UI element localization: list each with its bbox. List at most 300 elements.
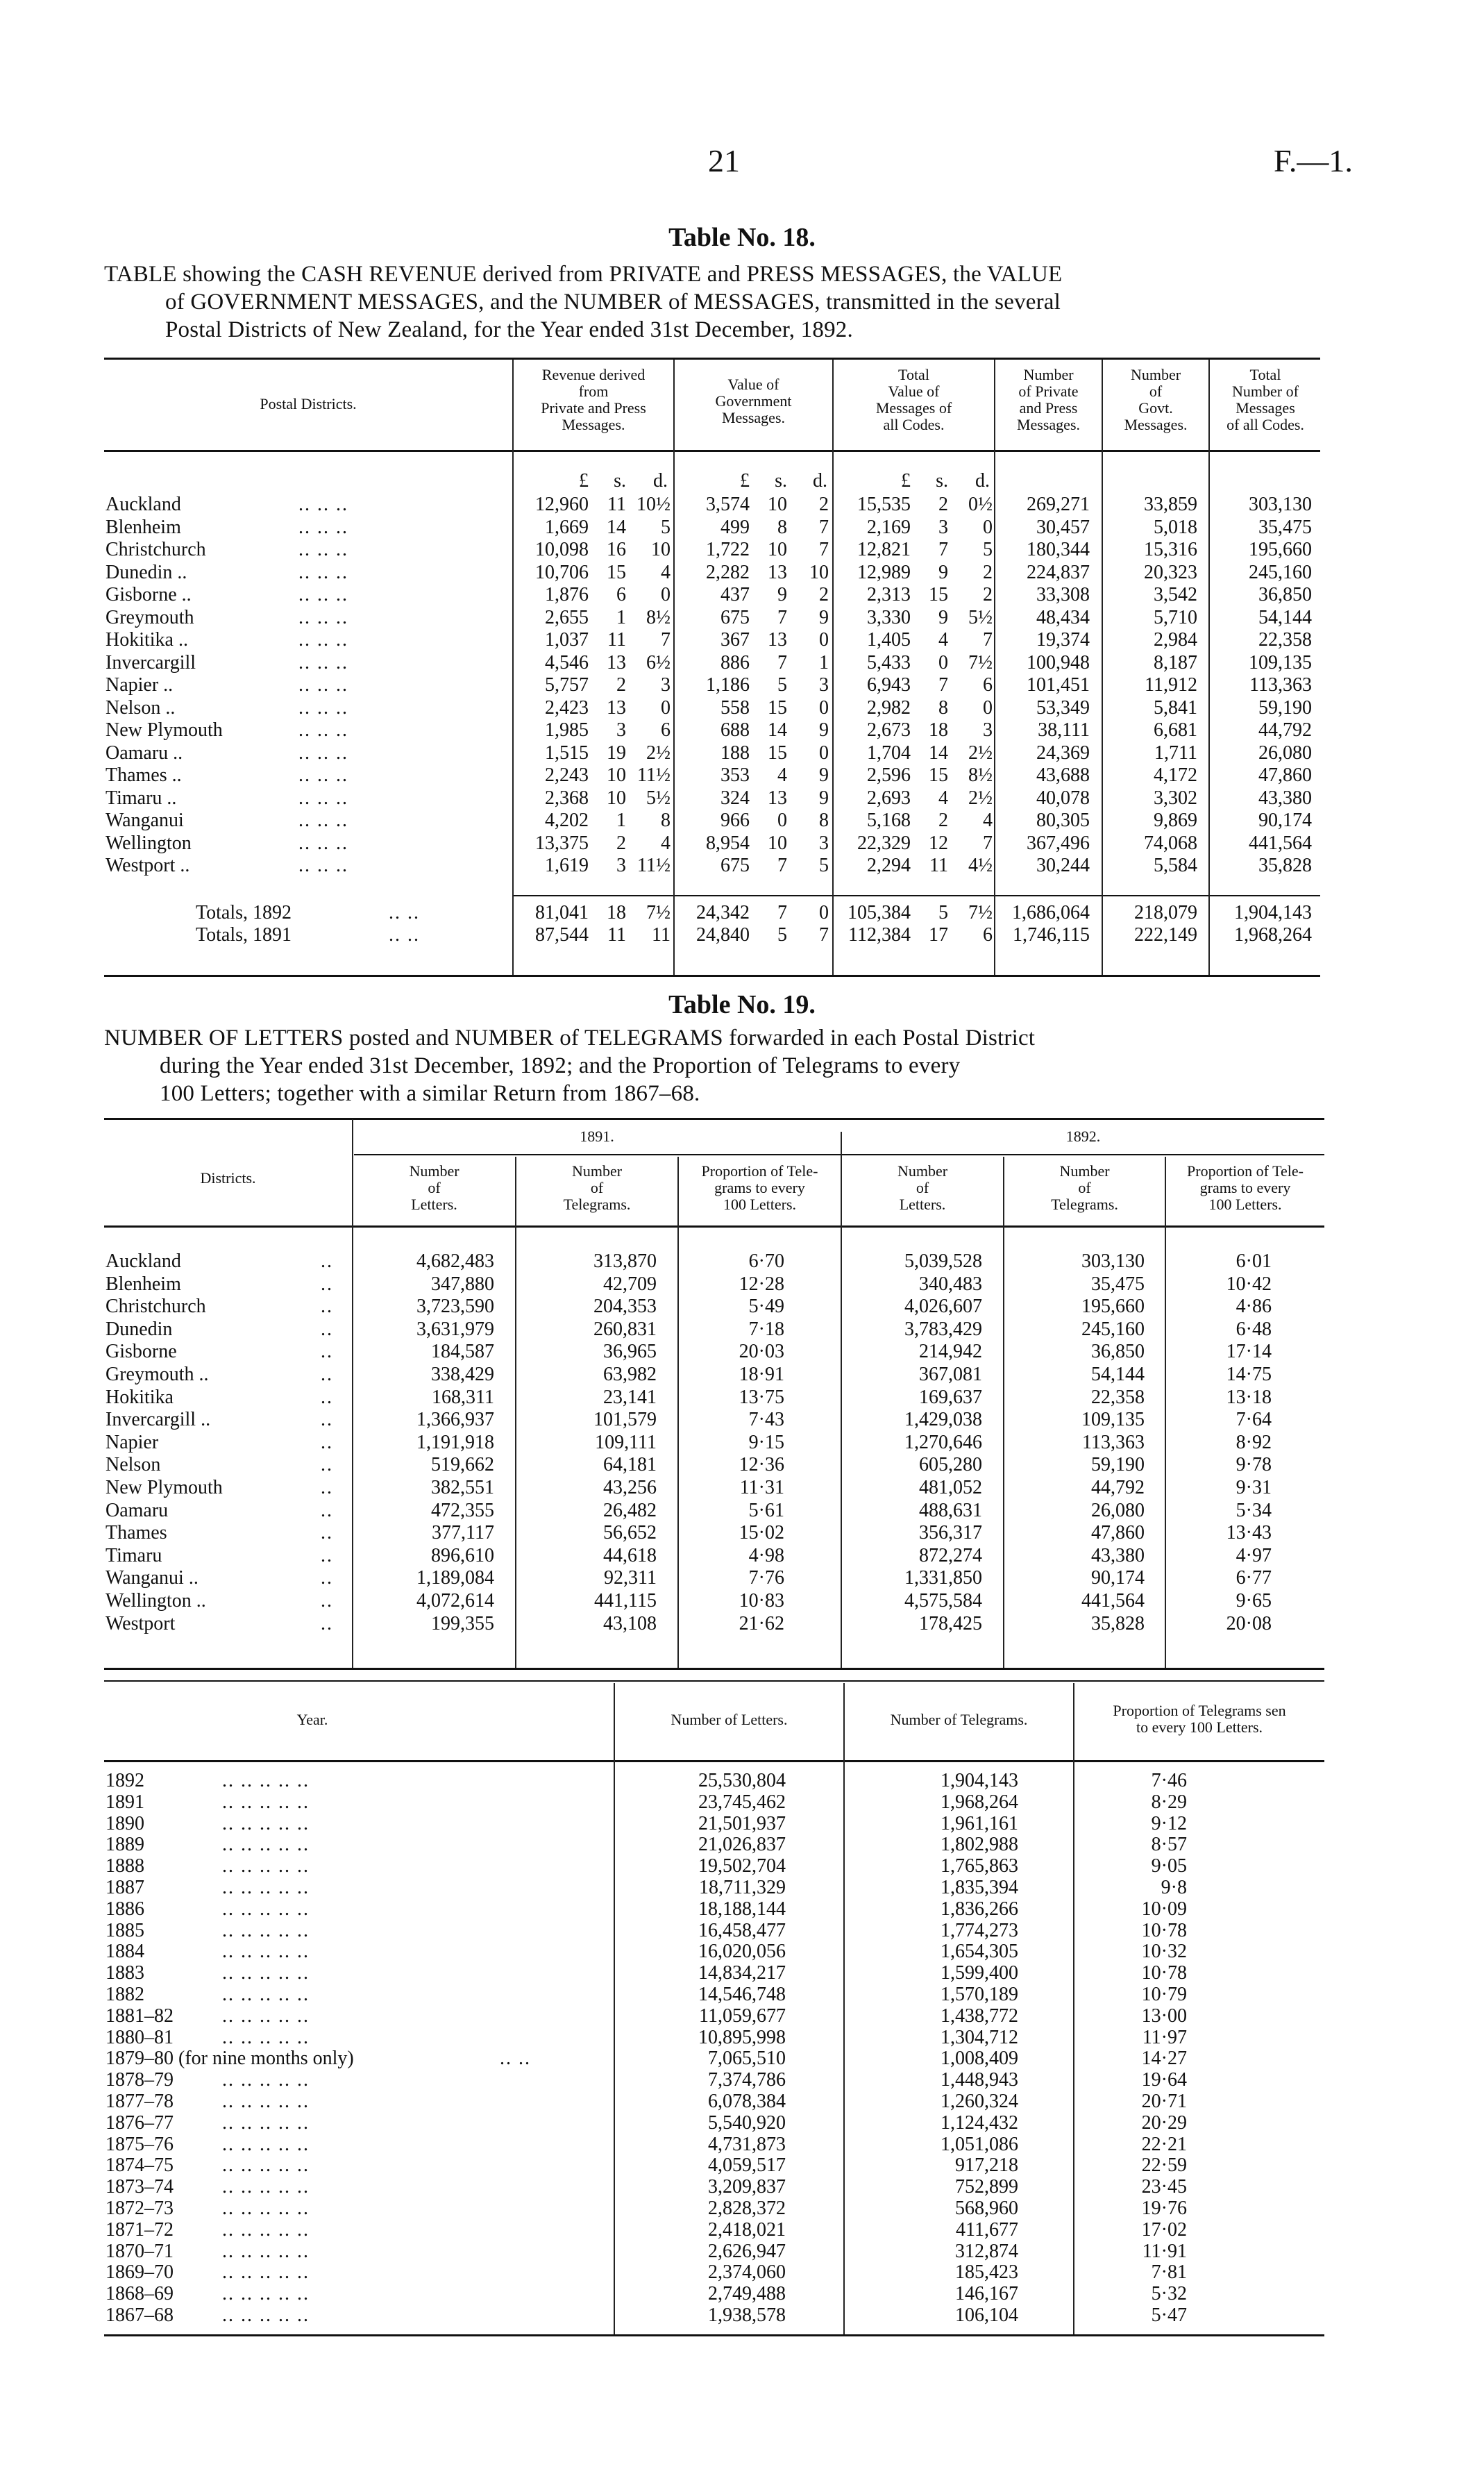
- leader-dots: .. .. ..: [298, 696, 348, 719]
- gov-shillings: 8: [777, 516, 787, 538]
- revenue-pence: 3: [661, 674, 671, 696]
- table-row: [0, 651, 1484, 674]
- total-pounds: 2,982: [867, 696, 911, 719]
- total-pence: 0: [983, 696, 993, 719]
- table-row: [0, 673, 1484, 696]
- leader-dots: .. .. ..: [298, 606, 348, 628]
- total-shillings: 15: [929, 764, 948, 786]
- leader-dots: .. .. .. .. ..: [222, 2218, 310, 2241]
- header-line: Value of: [727, 376, 779, 393]
- leader-dots: .. .. ..: [298, 742, 348, 764]
- telegrams-1891: 260,831: [593, 1318, 657, 1340]
- leader-dots: ..: [321, 1499, 333, 1521]
- year-label: 1882: [106, 1984, 144, 2005]
- revenue-pence: 2½: [646, 742, 671, 764]
- district-name: Hokitika ..: [106, 629, 188, 651]
- telegrams-1892: 441,564: [1081, 1590, 1145, 1612]
- gov-pence: 2: [819, 494, 829, 515]
- leader-dots: .. .. ..: [298, 629, 348, 651]
- total-messages: 245,160: [1249, 561, 1312, 583]
- total-pence: 2: [983, 561, 993, 583]
- revenue-pence: 11: [652, 924, 671, 946]
- total-pence: 7: [983, 629, 993, 651]
- proportion-1892: 20·08: [1226, 1612, 1272, 1634]
- telegrams-count: 1,836,266: [941, 1898, 1018, 1920]
- district-name: Hokitika: [106, 1386, 174, 1408]
- letters-count: 23,745,462: [698, 1791, 786, 1813]
- telegrams-count: 1,654,305: [941, 1941, 1018, 1963]
- table-row: [0, 2261, 1484, 2284]
- header-line: Number: [1130, 366, 1181, 383]
- total-pounds: 12,821: [857, 539, 911, 560]
- t19-header-year-1892: 1892.: [1065, 1128, 1101, 1145]
- t19-header-letters-1891: [353, 1163, 515, 1213]
- revenue-pounds: 2,243: [545, 764, 589, 786]
- private-messages: 101,451: [1027, 674, 1090, 696]
- leader-dots: .. .. ..: [298, 561, 348, 583]
- proportion: 13·00: [1141, 2005, 1187, 2027]
- table-18-title: Table No. 18.: [668, 223, 816, 252]
- unit-pound: £: [901, 470, 911, 492]
- telegrams-1892: 54,144: [1091, 1364, 1145, 1385]
- letters-1892: 169,637: [919, 1386, 982, 1408]
- total-shillings: 3: [938, 516, 948, 538]
- table-row: [0, 1295, 1484, 1318]
- revenue-pence: 7½: [646, 902, 671, 923]
- letters-1892: 1,429,038: [904, 1409, 982, 1431]
- letters-count: 2,374,060: [708, 2261, 786, 2284]
- leader-dots: .. .. .. .. ..: [222, 1812, 310, 1834]
- total-shillings: 11: [929, 855, 948, 876]
- district-name: Auckland: [106, 1250, 181, 1272]
- total-shillings: 5: [938, 902, 948, 923]
- leader-dots: ..: [321, 1318, 333, 1340]
- letters-count: 2,749,488: [708, 2283, 786, 2305]
- letters-count: 21,501,937: [698, 1812, 786, 1834]
- total-pounds: 1,405: [867, 629, 911, 651]
- header-line: Proportion of Tele-: [1187, 1162, 1304, 1180]
- revenue-pounds: 2,423: [545, 696, 589, 719]
- revenue-pounds: 1,985: [545, 719, 589, 741]
- gov-shillings: 13: [768, 787, 787, 809]
- revenue-pounds: 1,037: [545, 629, 589, 651]
- private-messages: 180,344: [1027, 539, 1090, 560]
- letters-1891: 4,682,483: [416, 1250, 494, 1272]
- total-pence: 0: [983, 516, 993, 538]
- leader-dots: ..: [321, 1567, 333, 1589]
- leader-dots: .. .. .. .. ..: [222, 1984, 310, 2005]
- total-pounds: 5,433: [867, 651, 911, 673]
- header-line: grams to every: [1199, 1179, 1291, 1196]
- telegrams-count: 1,904,143: [941, 1770, 1018, 1791]
- header-line: Number: [571, 1162, 623, 1180]
- total-pounds: 2,596: [867, 764, 911, 786]
- table-row: [0, 1476, 1484, 1499]
- letters-1892: 488,631: [919, 1499, 982, 1521]
- district-name: Greymouth ..: [106, 1364, 209, 1385]
- unit-pound: £: [740, 470, 750, 492]
- gov-pence: 0: [819, 902, 829, 923]
- leader-dots: .. .. ..: [298, 764, 348, 786]
- total-pounds: 22,329: [857, 832, 911, 854]
- proportion-1892: 14·75: [1226, 1364, 1272, 1385]
- govt-messages: 8,187: [1154, 651, 1197, 673]
- telegrams-1892: 35,475: [1091, 1273, 1145, 1295]
- letters-1891: 184,587: [431, 1341, 494, 1363]
- letters-count: 11,059,677: [699, 2005, 786, 2027]
- total-shillings: 0: [938, 651, 948, 673]
- proportion: 9·12: [1151, 1812, 1187, 1834]
- total-shillings: 8: [938, 696, 948, 719]
- private-messages: 30,457: [1036, 516, 1090, 538]
- gov-pence: 0: [819, 696, 829, 719]
- district-name: Oamaru ..: [106, 742, 183, 764]
- proportion-1892: 7·64: [1236, 1409, 1272, 1431]
- total-messages: 59,190: [1258, 696, 1312, 719]
- total-shillings: 15: [929, 584, 948, 605]
- telegrams-1891: 63,982: [603, 1364, 657, 1385]
- gov-pounds: 966: [720, 810, 750, 831]
- total-pence: 8½: [968, 764, 993, 786]
- yearly-header-year: Year.: [296, 1711, 328, 1728]
- total-messages: 44,792: [1258, 719, 1312, 741]
- govt-messages: 5,841: [1154, 696, 1197, 719]
- table-row: [0, 628, 1484, 651]
- leader-dots: ..: [321, 1477, 333, 1498]
- unit-shillings: s.: [775, 470, 787, 492]
- telegrams-1892: 36,850: [1091, 1341, 1145, 1363]
- header-line: Total: [898, 366, 929, 383]
- total-messages: 1,904,143: [1234, 902, 1312, 923]
- year-label: 1889: [106, 1834, 144, 1856]
- district-name: Greymouth: [106, 606, 194, 628]
- revenue-pence: 5: [661, 516, 671, 538]
- revenue-shillings: 6: [616, 584, 626, 605]
- leader-dots: ..: [321, 1341, 333, 1363]
- leader-dots: .. ..: [389, 924, 420, 946]
- district-name: Blenheim: [106, 516, 181, 538]
- district-name: Christchurch: [106, 1296, 206, 1318]
- t19-header-proportion-1891: [679, 1163, 841, 1213]
- t19-header-telegrams-1891: [516, 1163, 677, 1213]
- proportion-1892: 9·31: [1236, 1477, 1272, 1498]
- proportion-1892: 4·97: [1236, 1544, 1272, 1566]
- total-shillings: 18: [929, 719, 948, 741]
- leader-dots: .. .. .. .. ..: [222, 2091, 310, 2112]
- proportion-1892: 9·65: [1236, 1590, 1272, 1612]
- revenue-pence: 0: [661, 696, 671, 719]
- telegrams-1891: 204,353: [593, 1296, 657, 1318]
- table-row: [0, 1589, 1484, 1612]
- gov-pence: 10: [809, 561, 829, 583]
- total-shillings: 9: [938, 606, 948, 628]
- total-shillings: 4: [938, 787, 948, 809]
- leader-dots: .. .. .. .. ..: [222, 2133, 310, 2155]
- govt-messages: 2,984: [1154, 629, 1197, 651]
- private-messages: 40,078: [1036, 787, 1090, 809]
- total-pounds: 6,943: [867, 674, 911, 696]
- gov-pence: 9: [819, 606, 829, 628]
- revenue-pounds: 10,098: [535, 539, 589, 560]
- proportion: 11·91: [1142, 2240, 1187, 2262]
- gov-shillings: 10: [768, 494, 787, 515]
- table-19-year-rule: [354, 1154, 1324, 1155]
- letters-1891: 168,311: [432, 1386, 494, 1408]
- year-label: 1885: [106, 1919, 144, 1941]
- letters-count: 19,502,704: [698, 1855, 786, 1877]
- header-line: Private and Press: [541, 399, 646, 417]
- proportion: 23·45: [1141, 2176, 1187, 2198]
- proportion-1891: 4·98: [748, 1544, 784, 1566]
- letters-1892: 5,039,528: [904, 1250, 982, 1272]
- header-line: Proportion of Tele-: [701, 1162, 818, 1180]
- govt-messages: 3,302: [1154, 787, 1197, 809]
- leader-dots: ..: [321, 1431, 333, 1453]
- leader-dots: .. .. ..: [298, 832, 348, 854]
- revenue-pounds: 1,669: [545, 516, 589, 538]
- govt-messages: 20,323: [1144, 561, 1197, 583]
- gov-pounds: 24,342: [696, 902, 750, 923]
- letters-count: 18,188,144: [698, 1898, 786, 1920]
- letters-count: 5,540,920: [708, 2111, 786, 2134]
- letters-count: 2,626,947: [708, 2240, 786, 2262]
- header-line: of Private: [1018, 383, 1079, 400]
- revenue-shillings: 3: [616, 855, 626, 876]
- gov-pounds: 688: [720, 719, 750, 741]
- govt-messages: 5,018: [1154, 516, 1197, 538]
- year-label: 1870–71: [106, 2240, 174, 2262]
- proportion-1891: 9·15: [748, 1431, 784, 1453]
- proportion-1892: 10·42: [1226, 1273, 1272, 1295]
- yearly-bottom-rule: [104, 2334, 1324, 2336]
- letters-1892: 214,942: [919, 1341, 982, 1363]
- letters-count: 6,078,384: [708, 2091, 786, 2112]
- district-name: Timaru: [106, 1544, 162, 1566]
- district-name: Timaru ..: [106, 787, 177, 809]
- revenue-pence: 7: [661, 629, 671, 651]
- district-name: Wanganui: [106, 810, 184, 831]
- leader-dots: ..: [321, 1273, 333, 1295]
- proportion-1892: 13·43: [1226, 1522, 1272, 1544]
- header-line: Telegrams.: [563, 1196, 631, 1213]
- telegrams-1891: 56,652: [603, 1522, 657, 1544]
- letters-1891: 896,610: [431, 1544, 494, 1566]
- gov-shillings: 10: [768, 539, 787, 560]
- caption-line: of GOVERNMENT MESSAGES, and the NUMBER of MESSAGES, transmitted in the several: [165, 290, 1061, 315]
- unit-pence: d.: [975, 470, 990, 492]
- total-messages: 441,564: [1249, 832, 1312, 854]
- letters-1892: 4,575,584: [904, 1590, 982, 1612]
- total-pence: 7½: [968, 651, 993, 673]
- year-label: 1890: [106, 1812, 144, 1834]
- district-name: Gisborne: [106, 1341, 177, 1363]
- table-row: [0, 1431, 1484, 1454]
- leader-dots: ..: [321, 1612, 333, 1634]
- revenue-shillings: 14: [607, 516, 626, 538]
- table-row: [0, 2026, 1484, 2049]
- table-row: [0, 2005, 1484, 2027]
- gov-pence: 0: [819, 629, 829, 651]
- table-row: [0, 606, 1484, 629]
- totals-row: [0, 923, 1484, 946]
- private-messages: 100,948: [1027, 651, 1090, 673]
- revenue-shillings: 1: [616, 606, 626, 628]
- leader-dots: .. .. ..: [298, 584, 348, 605]
- telegrams-count: 1,051,086: [941, 2133, 1018, 2155]
- table-row: [0, 1769, 1484, 1792]
- letters-1891: 338,429: [431, 1364, 494, 1385]
- proportion-1892: 6·48: [1236, 1318, 1272, 1340]
- letters-count: 2,418,021: [708, 2218, 786, 2241]
- header-line: Govt.: [1138, 399, 1173, 417]
- revenue-pounds: 10,706: [535, 561, 589, 583]
- letters-count: 4,059,517: [708, 2154, 786, 2177]
- table-row: [0, 2111, 1484, 2134]
- letters-count: 2,828,372: [708, 2198, 786, 2219]
- table-row: [0, 2154, 1484, 2177]
- private-messages: 1,686,064: [1012, 902, 1090, 923]
- telegrams-1892: 22,358: [1091, 1386, 1145, 1408]
- proportion: 10·09: [1141, 1898, 1187, 1920]
- proportion: 9·8: [1161, 1877, 1187, 1898]
- proportion: 22·59: [1141, 2154, 1187, 2177]
- gov-pounds: 675: [720, 606, 750, 628]
- telegrams-1891: 109,111: [595, 1431, 657, 1453]
- leader-dots: .. .. .. .. ..: [222, 2240, 310, 2262]
- proportion-1892: 4·86: [1236, 1296, 1272, 1318]
- leader-dots: .. .. .. .. ..: [222, 1941, 310, 1963]
- revenue-shillings: 18: [607, 902, 626, 923]
- caption-line: during the Year ended 31st December, 1892; and the Proportion of Telegrams to every: [160, 1053, 961, 1078]
- telegrams-count: 312,874: [955, 2240, 1018, 2262]
- proportion: 10·32: [1141, 1941, 1187, 1963]
- telegrams-1892: 44,792: [1091, 1477, 1145, 1498]
- header-line: Messages of: [875, 399, 952, 417]
- table-row: [0, 2304, 1484, 2327]
- table-row: [0, 2133, 1484, 2156]
- letters-1891: 4,072,614: [416, 1590, 494, 1612]
- total-messages: 35,828: [1258, 855, 1312, 876]
- header-line: of: [1149, 383, 1163, 400]
- revenue-pounds: 2,368: [545, 787, 589, 809]
- revenue-shillings: 15: [607, 561, 626, 583]
- letters-1891: 1,366,937: [416, 1409, 494, 1431]
- caption-line: Postal Districts of New Zealand, for the Year ended 31st December, 1892.: [165, 317, 853, 342]
- header-line: of: [916, 1179, 929, 1196]
- total-messages: 35,475: [1258, 516, 1312, 538]
- private-messages: 48,434: [1036, 606, 1090, 628]
- telegrams-1892: 195,660: [1081, 1296, 1145, 1318]
- govt-messages: 33,859: [1144, 494, 1197, 515]
- telegrams-count: 1,774,273: [941, 1919, 1018, 1941]
- revenue-pence: 11½: [637, 764, 671, 786]
- leader-dots: ..: [321, 1454, 333, 1476]
- telegrams-1892: 113,363: [1082, 1431, 1145, 1453]
- year-label: 1875–76: [106, 2133, 174, 2155]
- total-messages: 36,850: [1258, 584, 1312, 605]
- header-line: Messages.: [562, 416, 625, 433]
- letters-1891: 519,662: [431, 1454, 494, 1476]
- table-row: [0, 583, 1484, 606]
- total-pence: 2: [983, 584, 993, 605]
- t19-header-letters-1892: [842, 1163, 1003, 1213]
- telegrams-count: 1,008,409: [941, 2048, 1018, 2070]
- revenue-pence: 8: [661, 810, 671, 831]
- district-name: Thames: [106, 1522, 167, 1544]
- telegrams-count: 185,423: [955, 2261, 1018, 2284]
- gov-shillings: 4: [777, 764, 787, 786]
- private-messages: 38,111: [1038, 719, 1090, 741]
- proportion: 17·02: [1141, 2218, 1187, 2241]
- total-shillings: 12: [929, 832, 948, 854]
- year-label: 1876–77: [106, 2111, 174, 2134]
- t19-header-telegrams-1892: [1004, 1163, 1165, 1213]
- proportion-1892: 6·01: [1236, 1250, 1272, 1272]
- telegrams-1892: 43,380: [1091, 1544, 1145, 1566]
- leader-dots: .. .. .. .. ..: [222, 1770, 310, 1791]
- district-name: Nelson: [106, 1454, 161, 1476]
- district-name: Dunedin ..: [106, 561, 187, 583]
- proportion: 14·27: [1141, 2048, 1187, 2070]
- total-messages: 113,363: [1249, 674, 1312, 696]
- telegrams-count: 1,765,863: [941, 1855, 1018, 1877]
- leader-dots: ..: [321, 1296, 333, 1318]
- district-name: Blenheim: [106, 1273, 181, 1295]
- telegrams-1892: 303,130: [1081, 1250, 1145, 1272]
- revenue-pounds: 4,202: [545, 810, 589, 831]
- table-row: [0, 1250, 1484, 1273]
- gov-shillings: 13: [768, 629, 787, 651]
- yearly-header-telegrams: Number of Telegrams.: [890, 1711, 1028, 1728]
- revenue-pounds: 1,876: [545, 584, 589, 605]
- table-row: [0, 1544, 1484, 1567]
- leader-dots: ..: [321, 1364, 333, 1385]
- table-19-header-rule: [104, 1225, 1324, 1228]
- gov-pence: 2: [819, 584, 829, 605]
- table-row: [0, 2068, 1484, 2091]
- letters-1892: 356,317: [919, 1522, 982, 1544]
- revenue-pence: 6: [661, 719, 671, 741]
- telegrams-count: 1,961,161: [941, 1812, 1018, 1834]
- telegrams-1892: 47,860: [1091, 1522, 1145, 1544]
- telegrams-1892: 90,174: [1091, 1567, 1145, 1589]
- total-shillings: 7: [938, 539, 948, 560]
- leader-dots: .. .. .. .. ..: [222, 2304, 310, 2326]
- proportion-1891: 13·75: [739, 1386, 784, 1408]
- total-pence: 6: [983, 674, 993, 696]
- t18-header-govt-count: [1103, 367, 1208, 433]
- t18-header-private-count: [995, 367, 1102, 433]
- letters-1892: 872,274: [919, 1544, 982, 1566]
- letters-1892: 3,783,429: [904, 1318, 982, 1340]
- total-pence: 2½: [968, 787, 993, 809]
- total-pounds: 112,384: [848, 924, 911, 946]
- revenue-pounds: 12,960: [535, 494, 589, 515]
- revenue-pounds: 81,041: [535, 902, 589, 923]
- revenue-pence: 11½: [637, 855, 671, 876]
- total-pence: 7: [983, 832, 993, 854]
- year-label: 1881–82: [106, 2005, 174, 2027]
- total-pounds: 2,673: [867, 719, 911, 741]
- telegrams-count: 146,167: [955, 2283, 1018, 2305]
- govt-messages: 4,172: [1154, 764, 1197, 786]
- table-18-top-rule: [104, 358, 1320, 360]
- t19-header-proportion-1892: [1166, 1163, 1324, 1213]
- telegrams-1892: 245,160: [1081, 1318, 1145, 1340]
- letters-1891: 1,191,918: [416, 1431, 494, 1453]
- header-line: Number: [1023, 366, 1074, 383]
- table-row: [0, 2090, 1484, 2113]
